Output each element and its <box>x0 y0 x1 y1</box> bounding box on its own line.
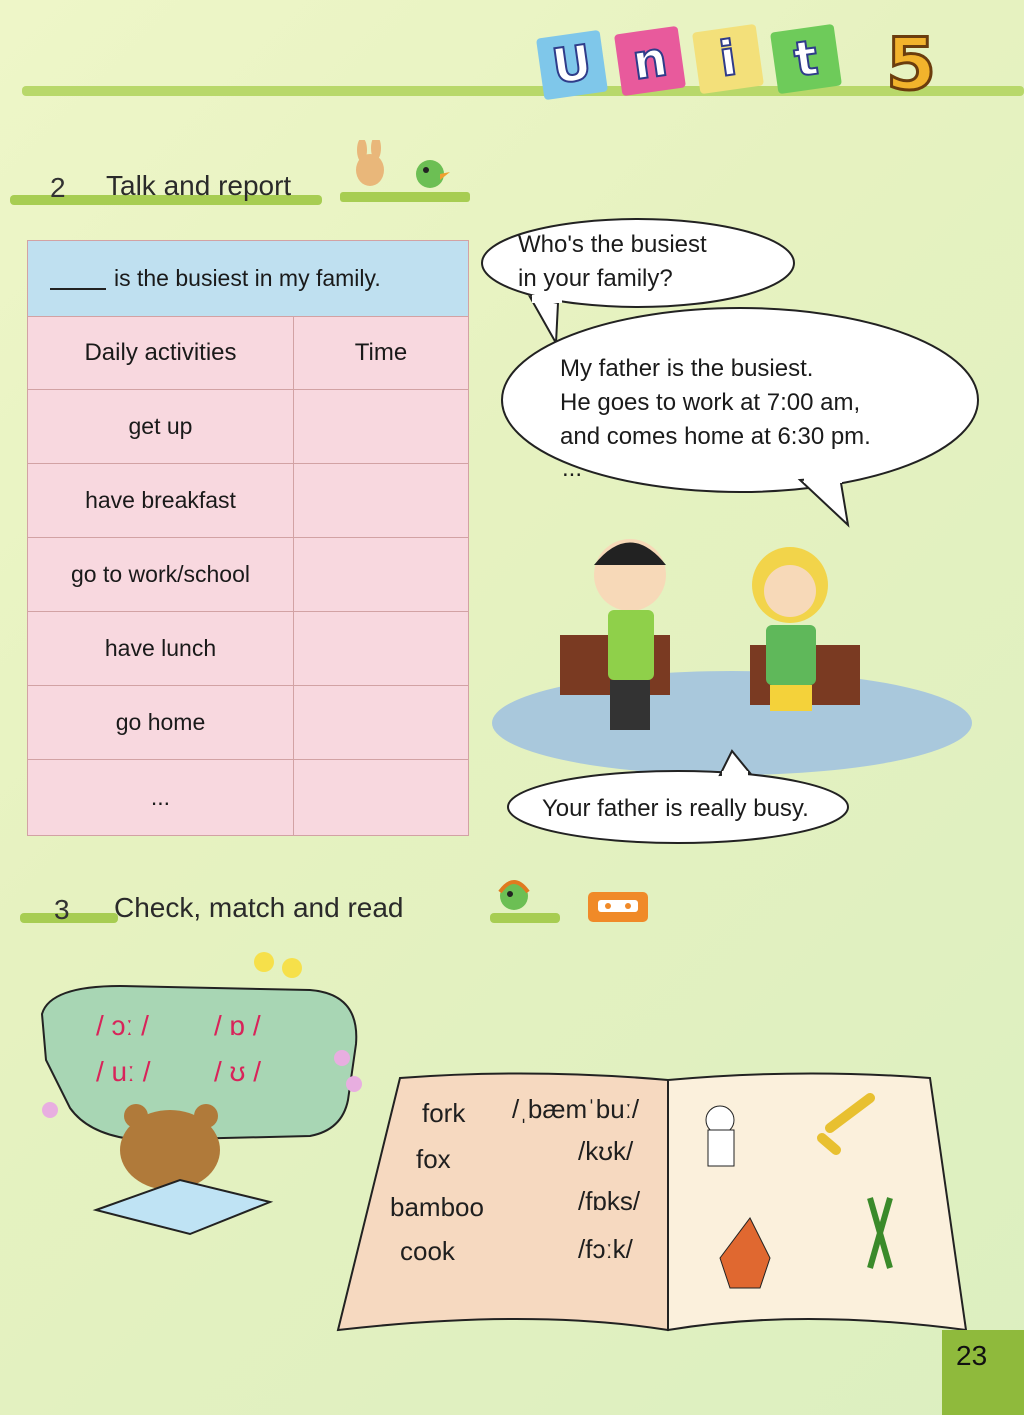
answer-line1: My father is the busiest. <box>560 355 814 382</box>
unit-title <box>534 24 954 104</box>
section3-title: Check, match and read <box>114 892 404 923</box>
phonetic-board <box>30 940 370 1240</box>
bird-headphones-icon <box>494 870 534 914</box>
time-cell[interactable] <box>294 612 468 685</box>
table-row <box>28 760 468 834</box>
word-cook: cook <box>400 1236 455 1266</box>
table-sentence: is the busiest in my family. <box>114 265 381 291</box>
activity-cell: go home <box>115 709 206 735</box>
unit-letter-t: t <box>770 24 842 94</box>
table-sentence-row <box>28 241 468 317</box>
activity-cell: ... <box>150 783 171 810</box>
activity-cell: have breakfast <box>85 487 236 513</box>
table-row <box>28 464 468 538</box>
activity-cell: have lunch <box>104 635 217 661</box>
table-row <box>28 686 468 760</box>
reply-text: Your father is really busy. <box>542 795 809 822</box>
unit-letter-n: n <box>614 26 686 96</box>
table-row <box>28 612 468 686</box>
phonetic-or: / ɔː / <box>96 1010 149 1041</box>
table-header-row <box>28 316 468 390</box>
section2-title: Talk and report <box>106 170 292 201</box>
question-line2: in your family? <box>518 265 673 292</box>
phonetic-oo-short: / ʊ / <box>214 1056 262 1087</box>
word-bamboo: bamboo <box>390 1192 484 1222</box>
answer-line3: and comes home at 6:30 pm. <box>560 423 871 450</box>
section3-number: 3 <box>54 894 70 925</box>
section2-number: 2 <box>50 172 66 203</box>
table-row <box>28 538 468 612</box>
cassette-icon[interactable] <box>586 890 650 924</box>
phonetic-oo-long: / uː / <box>96 1056 151 1087</box>
answer-line2: He goes to work at 7:00 am, <box>560 389 861 416</box>
rabbit-bird-illustration <box>340 140 470 204</box>
section3-bar-right <box>490 913 560 923</box>
ipa-fork: /fɔːk/ <box>578 1234 633 1264</box>
page-number: 23 <box>956 1340 988 1371</box>
time-cell[interactable] <box>294 390 468 463</box>
unit-number: 5 <box>886 22 937 106</box>
question-line1: Who's the busiest <box>518 231 707 258</box>
answer-ellipsis: ... <box>562 455 583 482</box>
unit-letter-i: i <box>692 24 764 94</box>
phonetic-o: / ɒ / <box>214 1010 261 1041</box>
answer-blank[interactable] <box>50 288 106 290</box>
time-cell[interactable] <box>294 760 468 834</box>
time-cell[interactable] <box>294 538 468 611</box>
col-time-header: Time <box>354 338 408 366</box>
activity-cell: go to work/school <box>71 561 250 587</box>
word-fork: fork <box>422 1098 466 1128</box>
ipa-cook: /kʊk/ <box>578 1136 634 1166</box>
activity-table <box>27 240 469 836</box>
time-cell[interactable] <box>294 686 468 759</box>
activity-cell: get up <box>128 413 193 439</box>
ipa-fox: /fɒks/ <box>578 1186 641 1216</box>
col-activities-header: Daily activities <box>84 338 237 366</box>
unit-letter-u: U <box>536 30 608 100</box>
time-cell[interactable] <box>294 464 468 537</box>
table-row <box>28 390 468 464</box>
word-fox: fox <box>416 1144 451 1174</box>
speech-bubbles <box>470 215 990 855</box>
ipa-bamboo: /ˌbæmˈbuː/ <box>512 1094 640 1124</box>
